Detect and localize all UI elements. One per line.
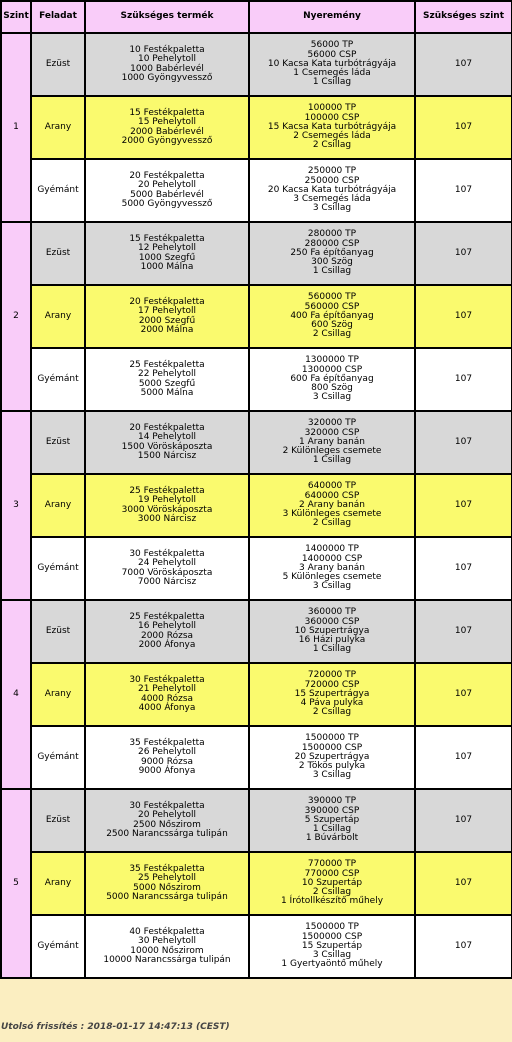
reward-cell xyxy=(249,33,415,96)
reward-cell xyxy=(249,726,415,789)
required-product-line: 5000 Gyöngyvessző xyxy=(121,198,213,209)
reward-line: 10 Szupertrágya xyxy=(294,625,370,636)
table-row xyxy=(1,537,512,600)
required-product-line: 10000 Narancssárga tulipán xyxy=(103,954,231,965)
required-product-line: 9000 Rózsa xyxy=(140,756,194,767)
table-row xyxy=(1,285,512,348)
reward-line: 1400000 TP xyxy=(305,544,359,555)
reward-line: 280000 CSP xyxy=(304,238,360,249)
reward-cell xyxy=(249,222,415,285)
reward-line: 1 Búvárbolt xyxy=(305,833,359,844)
reward-line: 280000 TP xyxy=(307,229,357,240)
required-products-cell xyxy=(85,411,249,474)
required-level-cell: 107 xyxy=(415,96,512,159)
required-product-line: 20 Pehelytoll xyxy=(137,810,197,821)
reward-line: 640000 CSP xyxy=(304,490,360,501)
reward-line: 20 Szupertrágya xyxy=(294,751,370,762)
required-product-line: 26 Pehelytoll xyxy=(137,747,197,758)
table-row xyxy=(1,159,512,222)
required-level-cell: 107 xyxy=(415,915,512,978)
required-product-line: 1000 Málna xyxy=(140,261,194,272)
reward-line: 1500000 CSP xyxy=(301,931,363,942)
reward-line: 300 Szög xyxy=(311,257,353,268)
reward-line: 1 Csillag xyxy=(312,455,352,466)
required-product-line: 25 Pehelytoll xyxy=(137,873,197,884)
tier-cell: Ezüst xyxy=(31,789,85,852)
required-product-line: 2000 Gyöngyvessző xyxy=(121,135,213,146)
reward-line: 250000 TP xyxy=(307,166,357,177)
required-product-line: 21 Pehelytoll xyxy=(137,684,197,695)
reward-line: 1500000 CSP xyxy=(301,742,363,753)
reward-line: 390000 TP xyxy=(307,796,357,807)
required-level-cell: 107 xyxy=(415,600,512,663)
reward-cell xyxy=(249,852,415,915)
required-products-cell xyxy=(85,285,249,348)
level-cell: 1 xyxy=(1,33,31,222)
required-product-line: 12 Pehelytoll xyxy=(137,243,197,254)
reward-line: 2 Különleges csemete xyxy=(282,446,382,457)
reward-line: 1 Csillag xyxy=(312,644,352,655)
required-product-line: 10 Festékpaletta xyxy=(129,45,205,56)
required-products-cell xyxy=(85,789,249,852)
required-product-line: 2000 Málna xyxy=(140,324,194,335)
reward-line: 1 Csillag xyxy=(312,77,352,88)
required-product-line: 20 Festékpaletta xyxy=(129,423,205,434)
reward-cell xyxy=(249,411,415,474)
required-product-line: 30 Festékpaletta xyxy=(129,549,205,560)
required-product-line: 15 Festékpaletta xyxy=(129,234,205,245)
reward-line: 3 Csillag xyxy=(312,392,352,403)
reward-line: 600 Szög xyxy=(311,320,353,331)
required-products-cell xyxy=(85,663,249,726)
required-products-cell xyxy=(85,474,249,537)
required-product-line: 19 Pehelytoll xyxy=(137,495,197,506)
required-product-line: 20 Festékpaletta xyxy=(129,297,205,308)
required-products-cell xyxy=(85,537,249,600)
required-products-cell xyxy=(85,600,249,663)
required-product-line: 24 Pehelytoll xyxy=(137,558,197,569)
header-required-product: Szükséges termék xyxy=(85,1,249,33)
required-product-line: 25 Festékpaletta xyxy=(129,486,205,497)
required-products-cell xyxy=(85,726,249,789)
tier-cell: Arany xyxy=(31,852,85,915)
reward-line: 1 Gyertyaöntő műhely xyxy=(281,959,383,970)
reward-line: 1 Csillag xyxy=(312,266,352,277)
table-row xyxy=(1,33,512,96)
tier-cell: Gyémánt xyxy=(31,915,85,978)
required-level-cell: 107 xyxy=(415,285,512,348)
required-level-cell: 107 xyxy=(415,663,512,726)
required-product-line: 14 Pehelytoll xyxy=(137,432,197,443)
header-reward: Nyeremény xyxy=(249,1,415,33)
required-products-cell xyxy=(85,159,249,222)
required-product-line: 16 Pehelytoll xyxy=(137,621,197,632)
table-row xyxy=(1,474,512,537)
table-row xyxy=(1,915,512,978)
required-product-line: 2000 Áfonya xyxy=(138,639,196,650)
reward-cell xyxy=(249,663,415,726)
level-cell: 5 xyxy=(1,789,31,978)
required-product-line: 22 Pehelytoll xyxy=(137,369,197,380)
reward-line: 100000 CSP xyxy=(304,112,360,123)
table-row xyxy=(1,348,512,411)
required-product-line: 5000 Nőszirom xyxy=(133,882,201,893)
reward-line: 1 Írótollkészítő műhely xyxy=(280,896,384,907)
reward-line: 1300000 TP xyxy=(305,355,359,366)
table-body xyxy=(1,33,512,978)
reward-line: 320000 TP xyxy=(307,418,357,429)
required-product-line: 2000 Babérlevél xyxy=(130,126,204,137)
required-product-line: 40 Festékpaletta xyxy=(129,927,205,938)
required-product-line: 2000 Rózsa xyxy=(140,630,194,641)
reward-line: 15 Kacsa Kata turbótrágyája xyxy=(267,121,397,132)
reward-line: 800 Szög xyxy=(311,383,353,394)
reward-line: 2 Arany banán xyxy=(298,499,365,510)
required-product-line: 20 Festékpaletta xyxy=(129,171,205,182)
required-level-cell: 107 xyxy=(415,411,512,474)
header-task: Feladat xyxy=(31,1,85,33)
required-product-line: 17 Pehelytoll xyxy=(137,306,197,317)
reward-line: 2 Tökös pulyka xyxy=(298,761,366,772)
required-product-line: 2500 Nőszirom xyxy=(133,819,201,830)
reward-line: 5 Különleges csemete xyxy=(282,572,382,583)
required-product-line: 3000 Nárcisz xyxy=(137,513,197,524)
header-row xyxy=(1,1,512,33)
reward-line: 15 Szupertáp xyxy=(301,940,363,951)
required-product-line: 7000 Nárcisz xyxy=(137,576,197,587)
reward-line: 720000 TP xyxy=(307,670,357,681)
reward-line: 640000 TP xyxy=(307,481,357,492)
table-row xyxy=(1,663,512,726)
reward-line: 720000 CSP xyxy=(304,679,360,690)
required-level-cell: 107 xyxy=(415,159,512,222)
required-product-line: 4000 Áfonya xyxy=(138,702,196,713)
required-product-line: 25 Festékpaletta xyxy=(129,360,205,371)
required-products-cell xyxy=(85,222,249,285)
reward-line: 5 Szupertáp xyxy=(304,814,360,825)
tier-cell: Arany xyxy=(31,285,85,348)
table-row xyxy=(1,852,512,915)
required-product-line: 7000 Vöröskáposzta xyxy=(121,567,213,578)
reward-line: 3 Csillag xyxy=(312,770,352,781)
required-product-line: 4000 Rózsa xyxy=(140,693,194,704)
reward-line: 250000 CSP xyxy=(304,175,360,186)
required-product-line: 15 Festékpaletta xyxy=(129,108,205,119)
reward-cell xyxy=(249,96,415,159)
required-level-cell: 107 xyxy=(415,852,512,915)
required-product-line: 15 Pehelytoll xyxy=(137,117,197,128)
required-product-line: 1500 Nárcisz xyxy=(137,450,197,461)
header-level: Szint xyxy=(1,1,31,33)
reward-line: 2 Csemegés láda xyxy=(293,131,371,142)
required-product-line: 25 Festékpaletta xyxy=(129,612,205,623)
reward-line: 3 Csemegés láda xyxy=(293,194,371,205)
level-cell: 2 xyxy=(1,222,31,411)
level-cell: 4 xyxy=(1,600,31,789)
reward-cell xyxy=(249,915,415,978)
reward-line: 400 Fa építőanyag xyxy=(290,310,374,321)
required-product-line: 5000 Babérlevél xyxy=(130,189,204,200)
table-row xyxy=(1,600,512,663)
tier-cell: Ezüst xyxy=(31,411,85,474)
reward-line: 1 Csemegés láda xyxy=(293,68,371,79)
table-row xyxy=(1,96,512,159)
reward-line: 2 Csillag xyxy=(312,140,352,151)
required-products-cell xyxy=(85,96,249,159)
reward-cell xyxy=(249,600,415,663)
reward-line: 770000 TP xyxy=(307,859,357,870)
reward-line: 770000 CSP xyxy=(304,868,360,879)
reward-line: 320000 CSP xyxy=(304,427,360,438)
level-cell: 3 xyxy=(1,411,31,600)
required-product-line: 30 Pehelytoll xyxy=(137,936,197,947)
reward-cell xyxy=(249,348,415,411)
required-level-cell: 107 xyxy=(415,222,512,285)
required-level-cell: 107 xyxy=(415,33,512,96)
required-product-line: 30 Festékpaletta xyxy=(129,801,205,812)
tier-cell: Arany xyxy=(31,663,85,726)
last-updated-footer: Utolsó frissítés : 2018-01-17 14:47:13 (CEST) xyxy=(1,1022,230,1032)
reward-line: 360000 TP xyxy=(307,607,357,618)
reward-line: 390000 CSP xyxy=(304,805,360,816)
reward-line: 20 Kacsa Kata turbótrágyája xyxy=(267,184,397,195)
reward-line: 10 Kacsa Kata turbótrágyája xyxy=(267,58,397,69)
reward-line: 600 Fa építőanyag xyxy=(290,373,374,384)
reward-cell xyxy=(249,285,415,348)
reward-line: 1500000 TP xyxy=(305,733,359,744)
reward-line: 2 Csillag xyxy=(312,887,352,898)
reward-line: 3 Csillag xyxy=(312,950,352,961)
reward-cell xyxy=(249,474,415,537)
reward-line: 1300000 CSP xyxy=(301,364,363,375)
required-product-line: 2000 Szegfű xyxy=(138,315,196,326)
required-product-line: 9000 Áfonya xyxy=(138,765,196,776)
tier-cell: Arany xyxy=(31,474,85,537)
tier-cell: Gyémánt xyxy=(31,159,85,222)
reward-line: 360000 CSP xyxy=(304,616,360,627)
required-products-cell xyxy=(85,852,249,915)
tier-cell: Gyémánt xyxy=(31,348,85,411)
reward-line: 2 Csillag xyxy=(312,329,352,340)
tier-cell: Ezüst xyxy=(31,222,85,285)
required-products-cell xyxy=(85,915,249,978)
required-product-line: 5000 Narancssárga tulipán xyxy=(106,891,228,902)
table-row xyxy=(1,789,512,852)
reward-line: 2 Csillag xyxy=(312,518,352,529)
reward-line: 4 Páva pulyka xyxy=(300,698,364,709)
required-level-cell: 107 xyxy=(415,348,512,411)
required-product-line: 1000 Gyöngyvessző xyxy=(121,72,213,83)
reward-line: 10 Szupertáp xyxy=(301,877,363,888)
tier-cell: Arany xyxy=(31,96,85,159)
table-row xyxy=(1,222,512,285)
required-product-line: 5000 Szegfű xyxy=(138,378,196,389)
required-products-cell xyxy=(85,33,249,96)
required-product-line: 20 Pehelytoll xyxy=(137,180,197,191)
reward-line: 3 Különleges csemete xyxy=(282,509,382,520)
required-product-line: 1500 Vöröskáposzta xyxy=(121,441,213,452)
required-product-line: 35 Festékpaletta xyxy=(129,864,205,875)
tier-cell: Gyémánt xyxy=(31,537,85,600)
required-product-line: 1000 Babérlevél xyxy=(130,63,204,74)
reward-line: 56000 TP xyxy=(310,40,354,51)
tier-cell: Gyémánt xyxy=(31,726,85,789)
required-product-line: 30 Festékpaletta xyxy=(129,675,205,686)
reward-line: 1 Csillag xyxy=(312,824,352,835)
required-product-line: 10000 Nőszirom xyxy=(130,945,204,956)
reward-line: 1500000 TP xyxy=(305,922,359,933)
reward-line: 3 Csillag xyxy=(312,203,352,214)
reward-line: 56000 CSP xyxy=(307,49,357,60)
reward-line: 15 Szupertrágya xyxy=(294,688,370,699)
required-product-line: 10 Pehelytoll xyxy=(137,54,197,65)
reward-cell xyxy=(249,789,415,852)
reward-line: 1 Arany banán xyxy=(298,436,365,447)
tier-cell: Ezüst xyxy=(31,33,85,96)
required-level-cell: 107 xyxy=(415,474,512,537)
required-level-cell: 107 xyxy=(415,789,512,852)
tier-cell: Ezüst xyxy=(31,600,85,663)
required-product-line: 1000 Szegfű xyxy=(138,252,196,263)
required-product-line: 35 Festékpaletta xyxy=(129,738,205,749)
reward-line: 3 Csillag xyxy=(312,581,352,592)
reward-line: 100000 TP xyxy=(307,103,357,114)
reward-line: 3 Arany banán xyxy=(298,562,365,573)
header-required-level: Szükséges szint xyxy=(415,1,512,33)
required-level-cell: 107 xyxy=(415,726,512,789)
reward-cell xyxy=(249,537,415,600)
required-product-line: 3000 Vöröskáposzta xyxy=(121,504,213,515)
reward-line: 1400000 CSP xyxy=(301,553,363,564)
reward-line: 16 Házi pulyka xyxy=(298,635,366,646)
reward-line: 250 Fa építőanyag xyxy=(290,247,374,258)
required-product-line: 2500 Narancssárga tulipán xyxy=(106,828,228,839)
required-product-line: 5000 Málna xyxy=(140,387,194,398)
reward-line: 2 Csillag xyxy=(312,707,352,718)
required-products-cell xyxy=(85,348,249,411)
required-level-cell: 107 xyxy=(415,537,512,600)
reward-cell xyxy=(249,159,415,222)
table-row xyxy=(1,726,512,789)
table-row xyxy=(1,411,512,474)
reward-line: 560000 CSP xyxy=(304,301,360,312)
reward-line: 560000 TP xyxy=(307,292,357,303)
